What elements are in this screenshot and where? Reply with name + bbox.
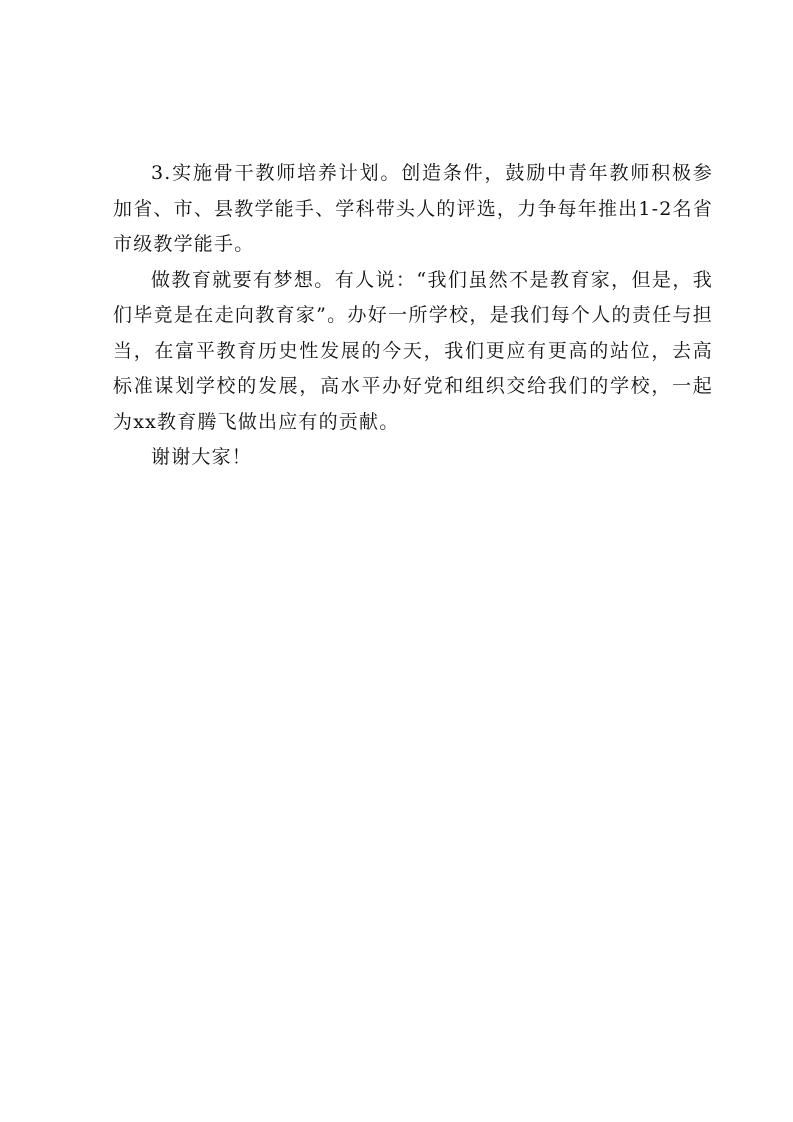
document-body bbox=[113, 156, 713, 476]
paragraph-training-plan: 3.实施骨干教师培养计划。创造条件，鼓励中青年教师积极参加省、市、县教学能手、学科带头人的评选，力争每年推出1-2名省市级教学能手。 bbox=[113, 162, 713, 255]
paragraph-education-dream: 做教育就要有梦想。有人说：“我们虽然不是教育家，但是，我们毕竟是在走向教育家”。办好一所学校，是我们每个人的责任与担当，在富平教育历史性发展的今天，我们更应有更高的站位，去高标准谋划学校的发展，高水平办好党和组织交给我们的学校，一起为xx教育腾飞做出应有的贡献。 bbox=[113, 268, 713, 433]
paragraph-thanks: 谢谢大家！ bbox=[151, 446, 253, 468]
